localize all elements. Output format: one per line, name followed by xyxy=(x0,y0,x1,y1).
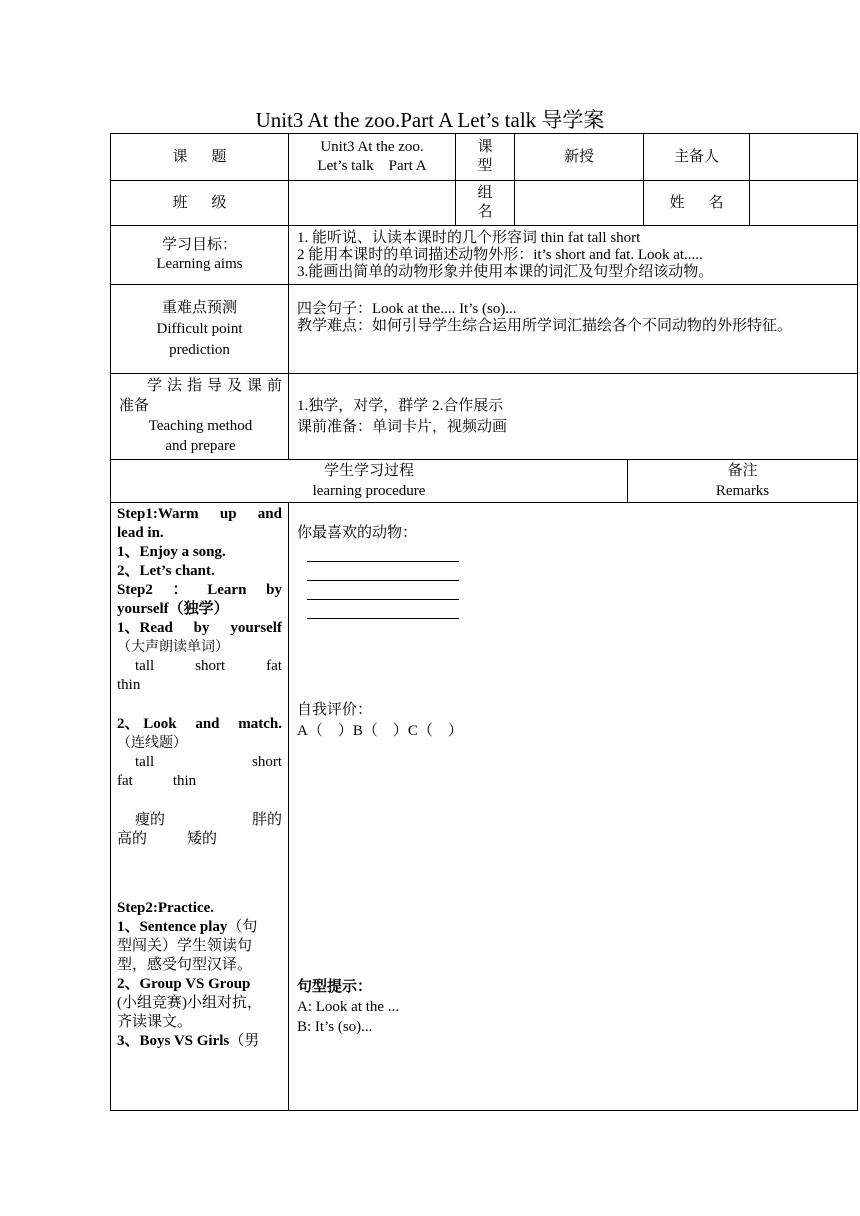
favorite-animal-label: 你最喜欢的动物： xyxy=(297,525,418,541)
step2-title: Step2 ： Learn by xyxy=(117,582,282,598)
aims-label: 学习目标： Learning aims xyxy=(111,226,289,285)
header-table xyxy=(110,133,858,226)
name-value xyxy=(750,181,858,226)
step3-item2: 2、Group VS Group xyxy=(117,976,251,992)
info-table xyxy=(110,225,858,460)
document-title: Unit3 At the zoo.Part A Let’s talk 导学案 xyxy=(255,108,605,132)
method-content: 1.独学，对学，群学 2.合作展示 课前准备：单词卡片，视频动画 xyxy=(289,374,858,460)
step1-item2: 2、Let’s chant. xyxy=(117,563,215,579)
answer-line-2 xyxy=(307,562,459,581)
class-label: 班 级 xyxy=(111,181,289,226)
preparer-label: 主备人 xyxy=(644,134,750,181)
procedure-header-table xyxy=(110,459,858,503)
self-eval-label: 自我评价： xyxy=(297,702,373,718)
type-value: 新授 xyxy=(515,134,644,181)
hint-line-2: B: It’s (so)... xyxy=(297,1019,373,1035)
method-label: 学 法 指 导 及 课 前 准备 Teaching method and prepare xyxy=(111,374,289,460)
aims-content: 1. 能听说、认读本课时的几个形容词 thin fat tall short 2 能用本课时的单词描述动物外形：it’s short and fat. Look at..... 3.能画出简单的动物形象并使用本课的词汇及句型介绍该动物。 xyxy=(289,226,858,285)
class-value xyxy=(289,181,456,226)
word-list-2b: fat thin xyxy=(117,773,197,789)
self-eval-options: A（ ）B（ ）C（ ） xyxy=(297,723,463,739)
remarks-label: 备注 Remarks xyxy=(628,460,858,503)
type-label: 课 型 xyxy=(456,134,515,181)
difficult-label: 重难点预测 Difficult point prediction xyxy=(111,285,289,374)
cn-words-row1: 瘦的 胖的 xyxy=(135,812,282,828)
answer-line-1 xyxy=(307,543,459,562)
group-label: 组 名 xyxy=(456,181,515,226)
procedure-label: 学生学习过程 learning procedure xyxy=(111,460,628,503)
step3-title: Step2:Practice. xyxy=(117,900,215,916)
step1-item1: 1、Enjoy a song. xyxy=(117,544,226,560)
step3-item3: 3、Boys VS Girls（男 xyxy=(117,1033,260,1049)
word-list-1: tall short fat xyxy=(135,658,282,674)
word-list-2: tall short xyxy=(135,754,282,770)
step3-item1: 1、Sentence play（句 xyxy=(117,919,258,935)
step2-item1: 1、Read by yourself xyxy=(117,620,282,636)
procedure-body-table xyxy=(110,502,858,1111)
answer-line-4 xyxy=(307,600,459,619)
answer-line-3 xyxy=(307,581,459,600)
hint-line-1: A: Look at the ... xyxy=(297,999,400,1015)
group-value xyxy=(515,181,644,226)
hint-label: 句型提示： xyxy=(297,979,373,995)
step1-title: Step1:Warm up and xyxy=(117,506,282,522)
cn-words-row2: 高的 矮的 xyxy=(117,831,218,847)
difficult-content: 四会句子：Look at the.... It’s (so)... 教学难点：如何引导学生综合运用所学词汇描绘各个不同动物的外形特征。 xyxy=(289,285,858,374)
course-value: Unit3 At the zoo. Let’s talk Part A xyxy=(289,134,456,181)
activity-column xyxy=(289,503,858,1111)
preparer-value xyxy=(750,134,858,181)
step2-item2: 2、 Look and match. xyxy=(117,716,282,732)
name-label: 姓 名 xyxy=(644,181,750,226)
steps-column: Step1:Warm up and lead in. 1、Enjoy a song. 2、Let’s chant. Step2 ： Learn by yourself（独学） 1、Read by yourself （大声朗读单词） tall short fat thin 2、 Look and match. （连线题） tall short fat thin 瘦的 胖的 高的 矮的 Step2:Practice. 1、Sentence play（句 型闯关）学生领读句 型，感受句型汉译。 2、Group VS Group (小组竞赛)小组对抗， 齐读课文。 3、Boys VS Girls（男 xyxy=(111,503,289,1111)
course-label: 课 题 xyxy=(111,134,289,181)
